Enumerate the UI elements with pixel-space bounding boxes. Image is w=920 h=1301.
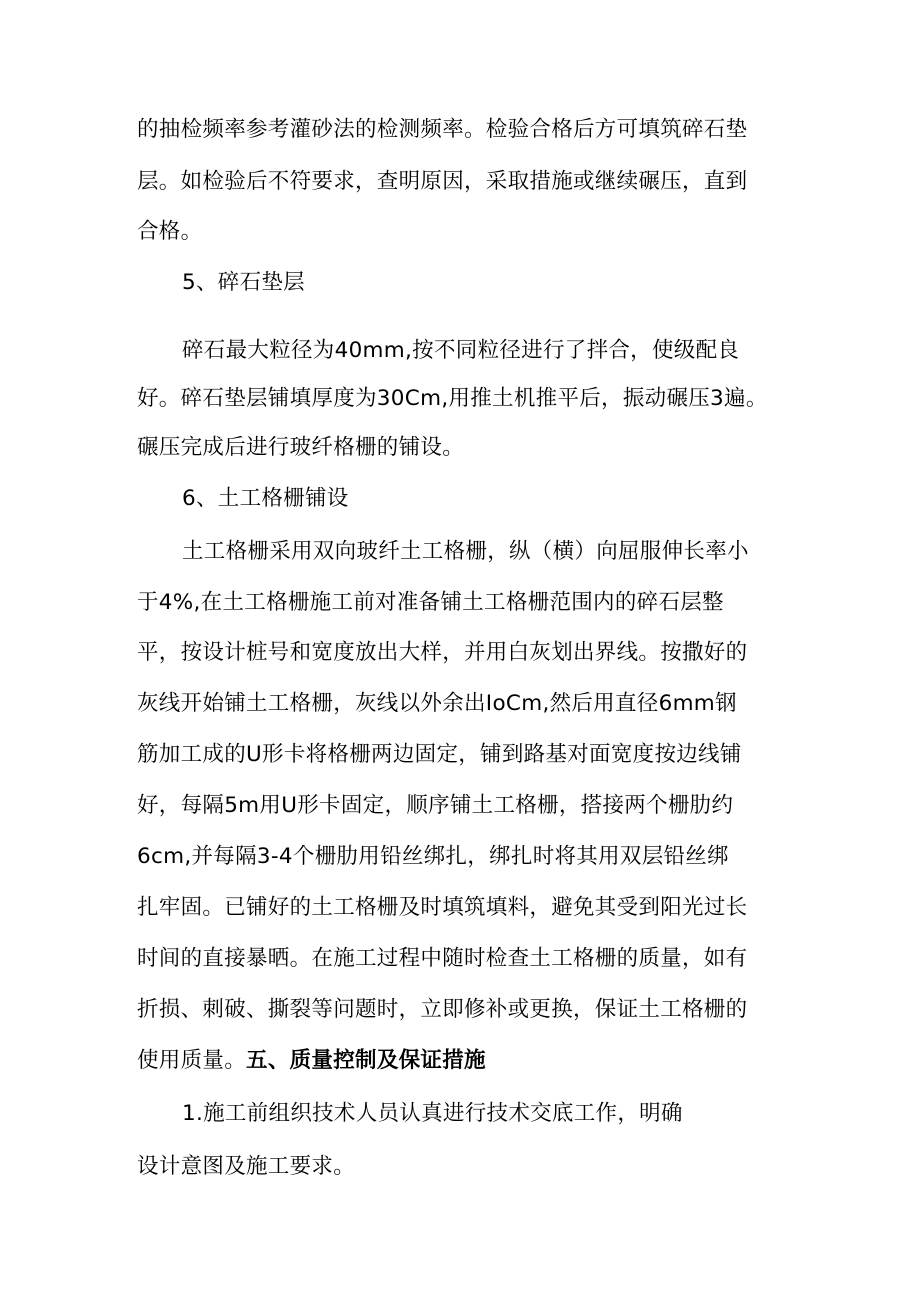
paragraph-line: 好。碎石垫层铺填厚度为30Cm,用推土机推平后，振动碾压3遍。 [137, 386, 768, 411]
paragraph-line: 时间的直接暴晒。在施工过程中随时检查土工格栅的质量，如有 [137, 946, 748, 971]
paragraph-line: 于4%,在土工格栅施工前对准备铺土工格栅范围内的碎石层整 [137, 590, 724, 615]
paragraph-line-with-heading [137, 1046, 920, 1076]
paragraph-line: 好，每隔5m用U形卡固定，顺序铺土工格栅，搭接两个栅肋约 [137, 793, 734, 818]
paragraph-line: 碎石最大粒径为40mm,按不同粒径进行了拌合，使级配良 [182, 338, 740, 363]
paragraph-line: 碾压完成后进行玻纤格栅的铺设。 [137, 435, 465, 460]
paragraph-line: 6cm,并每隔3-4个栅肋用铅丝绑扎，绑扎时将其用双层铅丝绑 [137, 844, 729, 869]
paragraph-line: 合格。 [137, 219, 203, 244]
paragraph-line: 土工格栅采用双向玻纤土工格栅，纵（横）向屈服伸长率小 [182, 539, 749, 564]
subsection-heading-5: 5、碎石垫层 [182, 270, 305, 295]
paragraph-tail: 使用质量。 [137, 1048, 247, 1073]
paragraph-line: 筋加工成的U形卡将格栅两边固定，铺到路基对面宽度按边线铺 [137, 742, 742, 767]
subsection-heading-6: 6、土工格栅铺设 [182, 486, 349, 511]
paragraph-line: 的抽检频率参考灌砂法的检测频率。检验合格后方可填筑碎石垫 [137, 117, 748, 142]
section-heading: 五、质量控制及保证措施 [246, 1048, 486, 1073]
paragraph-line: 扎牢固。已铺好的土工格栅及时填筑填料，避免其受到阳光过长 [137, 895, 748, 920]
list-item-1: 1.施工前组织技术人员认真进行技术交底工作，明确 [182, 1101, 683, 1126]
paragraph-line: 灰线开始铺土工格栅，灰线以外余出IoCm,然后用直径6mm钢 [137, 691, 737, 716]
paragraph-line: 折损、刺破、撕裂等问题时，立即修补或更换，保证土工格栅的 [137, 997, 748, 1022]
paragraph-line: 层。如检验后不符要求，查明原因，采取措施或继续碾压，直到 [137, 169, 748, 194]
list-item-1-continued: 设计意图及施工要求。 [137, 1154, 356, 1179]
paragraph-line: 平，按设计桩号和宽度放出大样，并用白灰划出界线。按撒好的 [137, 640, 748, 665]
